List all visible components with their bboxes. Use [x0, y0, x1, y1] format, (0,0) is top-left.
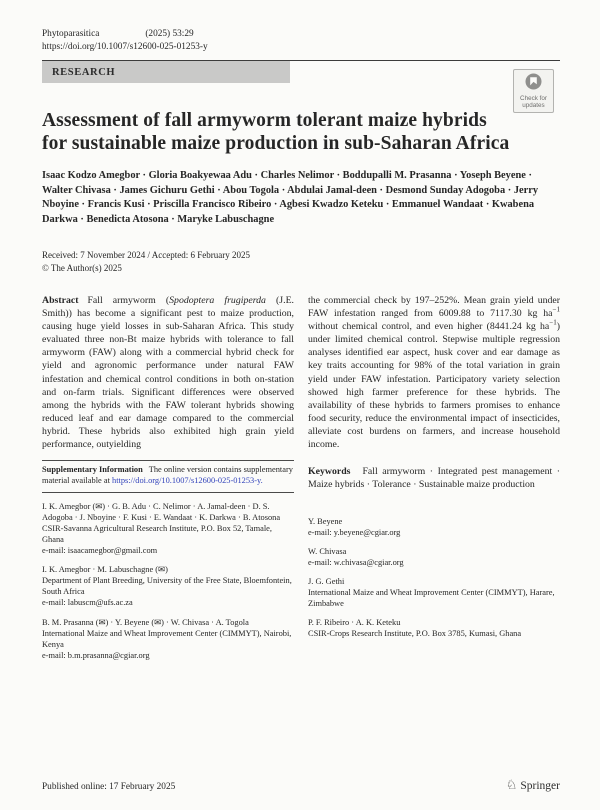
doi-line: https://doi.org/10.1007/s12600-025-01253-y	[42, 41, 208, 52]
affiliation-names: Y. Beyene	[308, 517, 343, 527]
journal-header	[42, 28, 560, 41]
title-line-1: Assessment of fall armyworm tolerant maize hybrids	[42, 110, 487, 132]
affiliation-names: I. K. Amegbor (✉) · G. B. Adu · C. Nelimor · A. Jamal-deen · D. S. Adogoba · J. Nboyine · F. Kusi · E. Wandaat · K. Darkwa · B. Atosona	[42, 501, 281, 522]
check-updates-label-line1: Check for	[520, 95, 547, 103]
abstract-left	[42, 294, 294, 451]
superscript-unit: −1	[549, 318, 557, 327]
section-label: RESEARCH	[52, 66, 116, 78]
author-list: Isaac Kodzo Amegbor · Gloria Boakyewaa Adu · Charles Nelimor · Boddupalli M. Prasanna · Yoseph Beyene · Walter Chivasa · James Gichuru Gethi · Abou Togola · Abdulai Jamal-deen · Desmond Sunday Adogoba · Jerry Nboyine · Francis Kusi · Priscilla Francisco Ribeiro · Agbesi Kwadzo Keteku · Emmanuel Wandaat · Kwabena Darkwa · Benedicta Atosona · Maryke Labuschagne	[42, 169, 539, 226]
check-updates-label-line2: updates	[522, 102, 545, 110]
affiliation-institute: CSIR-Crops Research Institute, P.O. Box 3785, Kumasi, Ghana	[308, 628, 522, 638]
abstract-right	[308, 294, 560, 451]
left-column	[42, 294, 294, 771]
right-column	[308, 294, 560, 771]
affiliation-names: J. G. Gethi	[308, 576, 345, 586]
affiliation-names: B. M. Prasanna (✉) · Y. Beyene (✉) · W. Chivasa · A. Togola	[42, 618, 249, 628]
keywords-text: Fall armyworm · Integrated pest management · Maize hybrids · Tolerance · Sustainable maize production	[308, 465, 560, 491]
abstract-label: Abstract	[42, 295, 79, 307]
publisher-logo	[506, 779, 560, 792]
affiliation-email: e-mail: y.beyene@cgiar.org	[308, 528, 401, 538]
affiliation-group	[308, 618, 560, 640]
superscript-unit: −1	[552, 305, 560, 314]
affiliation-email: e-mail: labuscm@ufs.ac.za	[42, 598, 133, 608]
affiliation-institute: International Maize and Wheat Improvement Center (CIMMYT), Nairobi, Kenya	[42, 629, 292, 649]
affiliation-names: W. Chivasa	[308, 546, 347, 556]
abstract-right-1: the commercial check by 197–252%. Mean grain yield under FAW infestation ranged from 6009.88 to 7117.30 kg ha	[308, 295, 560, 320]
keywords-block	[308, 465, 560, 491]
abstract-left-pre: Fall armyworm (	[87, 295, 170, 307]
journal-name: Phytoparasitica	[42, 29, 100, 39]
copyright-line: © The Author(s) 2025	[42, 262, 122, 273]
abstract-right-3: ) under limited chemical control. Stepwise multiple regression analyses identified ear aspect, husk cover and ear damage as key traits accounting for 98% of the total variation in grain yield under FAW infestation. Participatory variety selection showed high farmer preference for these hybrids. The availability of these hybrids to farmers promises to enhance food security, reduce the environmental impact of insecticides, alleviate cost burdens on farmers, and increase household income.	[308, 321, 560, 450]
title-line-2: for sustainable maize production in sub-Saharan Africa	[42, 133, 510, 155]
affiliation-group	[308, 577, 560, 610]
received-accepted: Received: 7 November 2024 / Accepted: 6 February 2025	[42, 249, 250, 260]
article-dates	[42, 249, 560, 275]
affiliation-institute: International Maize and Wheat Improvement Center (CIMMYT), Harare, Zimbabwe	[308, 587, 555, 608]
affiliation-institute: Department of Plant Breeding, University of the Free State, Bloemfontein, South Africa	[42, 576, 292, 597]
check-for-updates-badge[interactable]	[513, 69, 554, 112]
section-header-row	[42, 60, 560, 110]
affiliation-email: e-mail: isaacamegbor@gmail.com	[42, 545, 158, 555]
page-title	[42, 109, 560, 156]
page-footer	[42, 771, 560, 792]
affiliation-group	[42, 618, 294, 662]
journal-issue: (2025) 53:29	[145, 29, 194, 39]
two-column-body	[42, 294, 560, 771]
section-label-bar	[42, 61, 290, 83]
publisher-name: Springer	[520, 779, 560, 792]
affiliation-names: I. K. Amegbor · M. Labuschagne (✉)	[42, 565, 168, 575]
affiliation-group	[42, 502, 294, 557]
affiliation-email: e-mail: w.chivasa@cgiar.org	[308, 557, 404, 567]
affiliation-group	[308, 517, 560, 539]
springer-horse-icon: ♘	[505, 778, 518, 793]
supplementary-note	[42, 460, 294, 493]
affiliation-email: e-mail: b.m.prasanna@cgiar.org	[42, 650, 150, 660]
abstract-right-2: without chemical control, and even higher (8441.24 kg ha	[308, 321, 550, 333]
supplementary-text: The online version contains supplementary material available at	[42, 464, 293, 485]
right-footnotes	[308, 517, 560, 639]
affiliation-institute: CSIR-Savanna Agricultural Research Institute, P.O. Box 52, Tamale, Ghana	[42, 523, 272, 544]
species-name: Spodoptera frugiperda	[169, 295, 266, 307]
keywords-label: Keywords	[308, 465, 351, 477]
affiliation-group	[308, 547, 560, 569]
supplementary-label: Supplementary Information	[42, 464, 143, 474]
abstract-left-rest: (J.E. Smith)) has become a significant pest to maize production, causing huge yield losses in sub-Saharan Africa. This study evaluated three non-Bt maize hybrids with tolerance to fall armyworm (FAW) along with a commercial hybrid check for yield and agronomic performance under natural FAW infestation and chemical control conditions in both on-station and on-farm trials. Significant differences were observed among the hybrids with the FAW tolerant hybrids showing reduced leaf and ear damage compared to the commercial hybrid. These hybrids also exhibited high grain yield performance, outyielding	[42, 295, 294, 450]
affiliation-names: P. F. Ribeiro · A. K. Keteku	[308, 617, 401, 627]
published-online: Published online: 17 February 2025	[42, 782, 176, 792]
crossmark-icon	[525, 73, 542, 95]
affiliation-group	[42, 565, 294, 609]
supplementary-doi-link[interactable]: https://doi.org/10.1007/s12600-025-01253-y.	[112, 475, 263, 485]
